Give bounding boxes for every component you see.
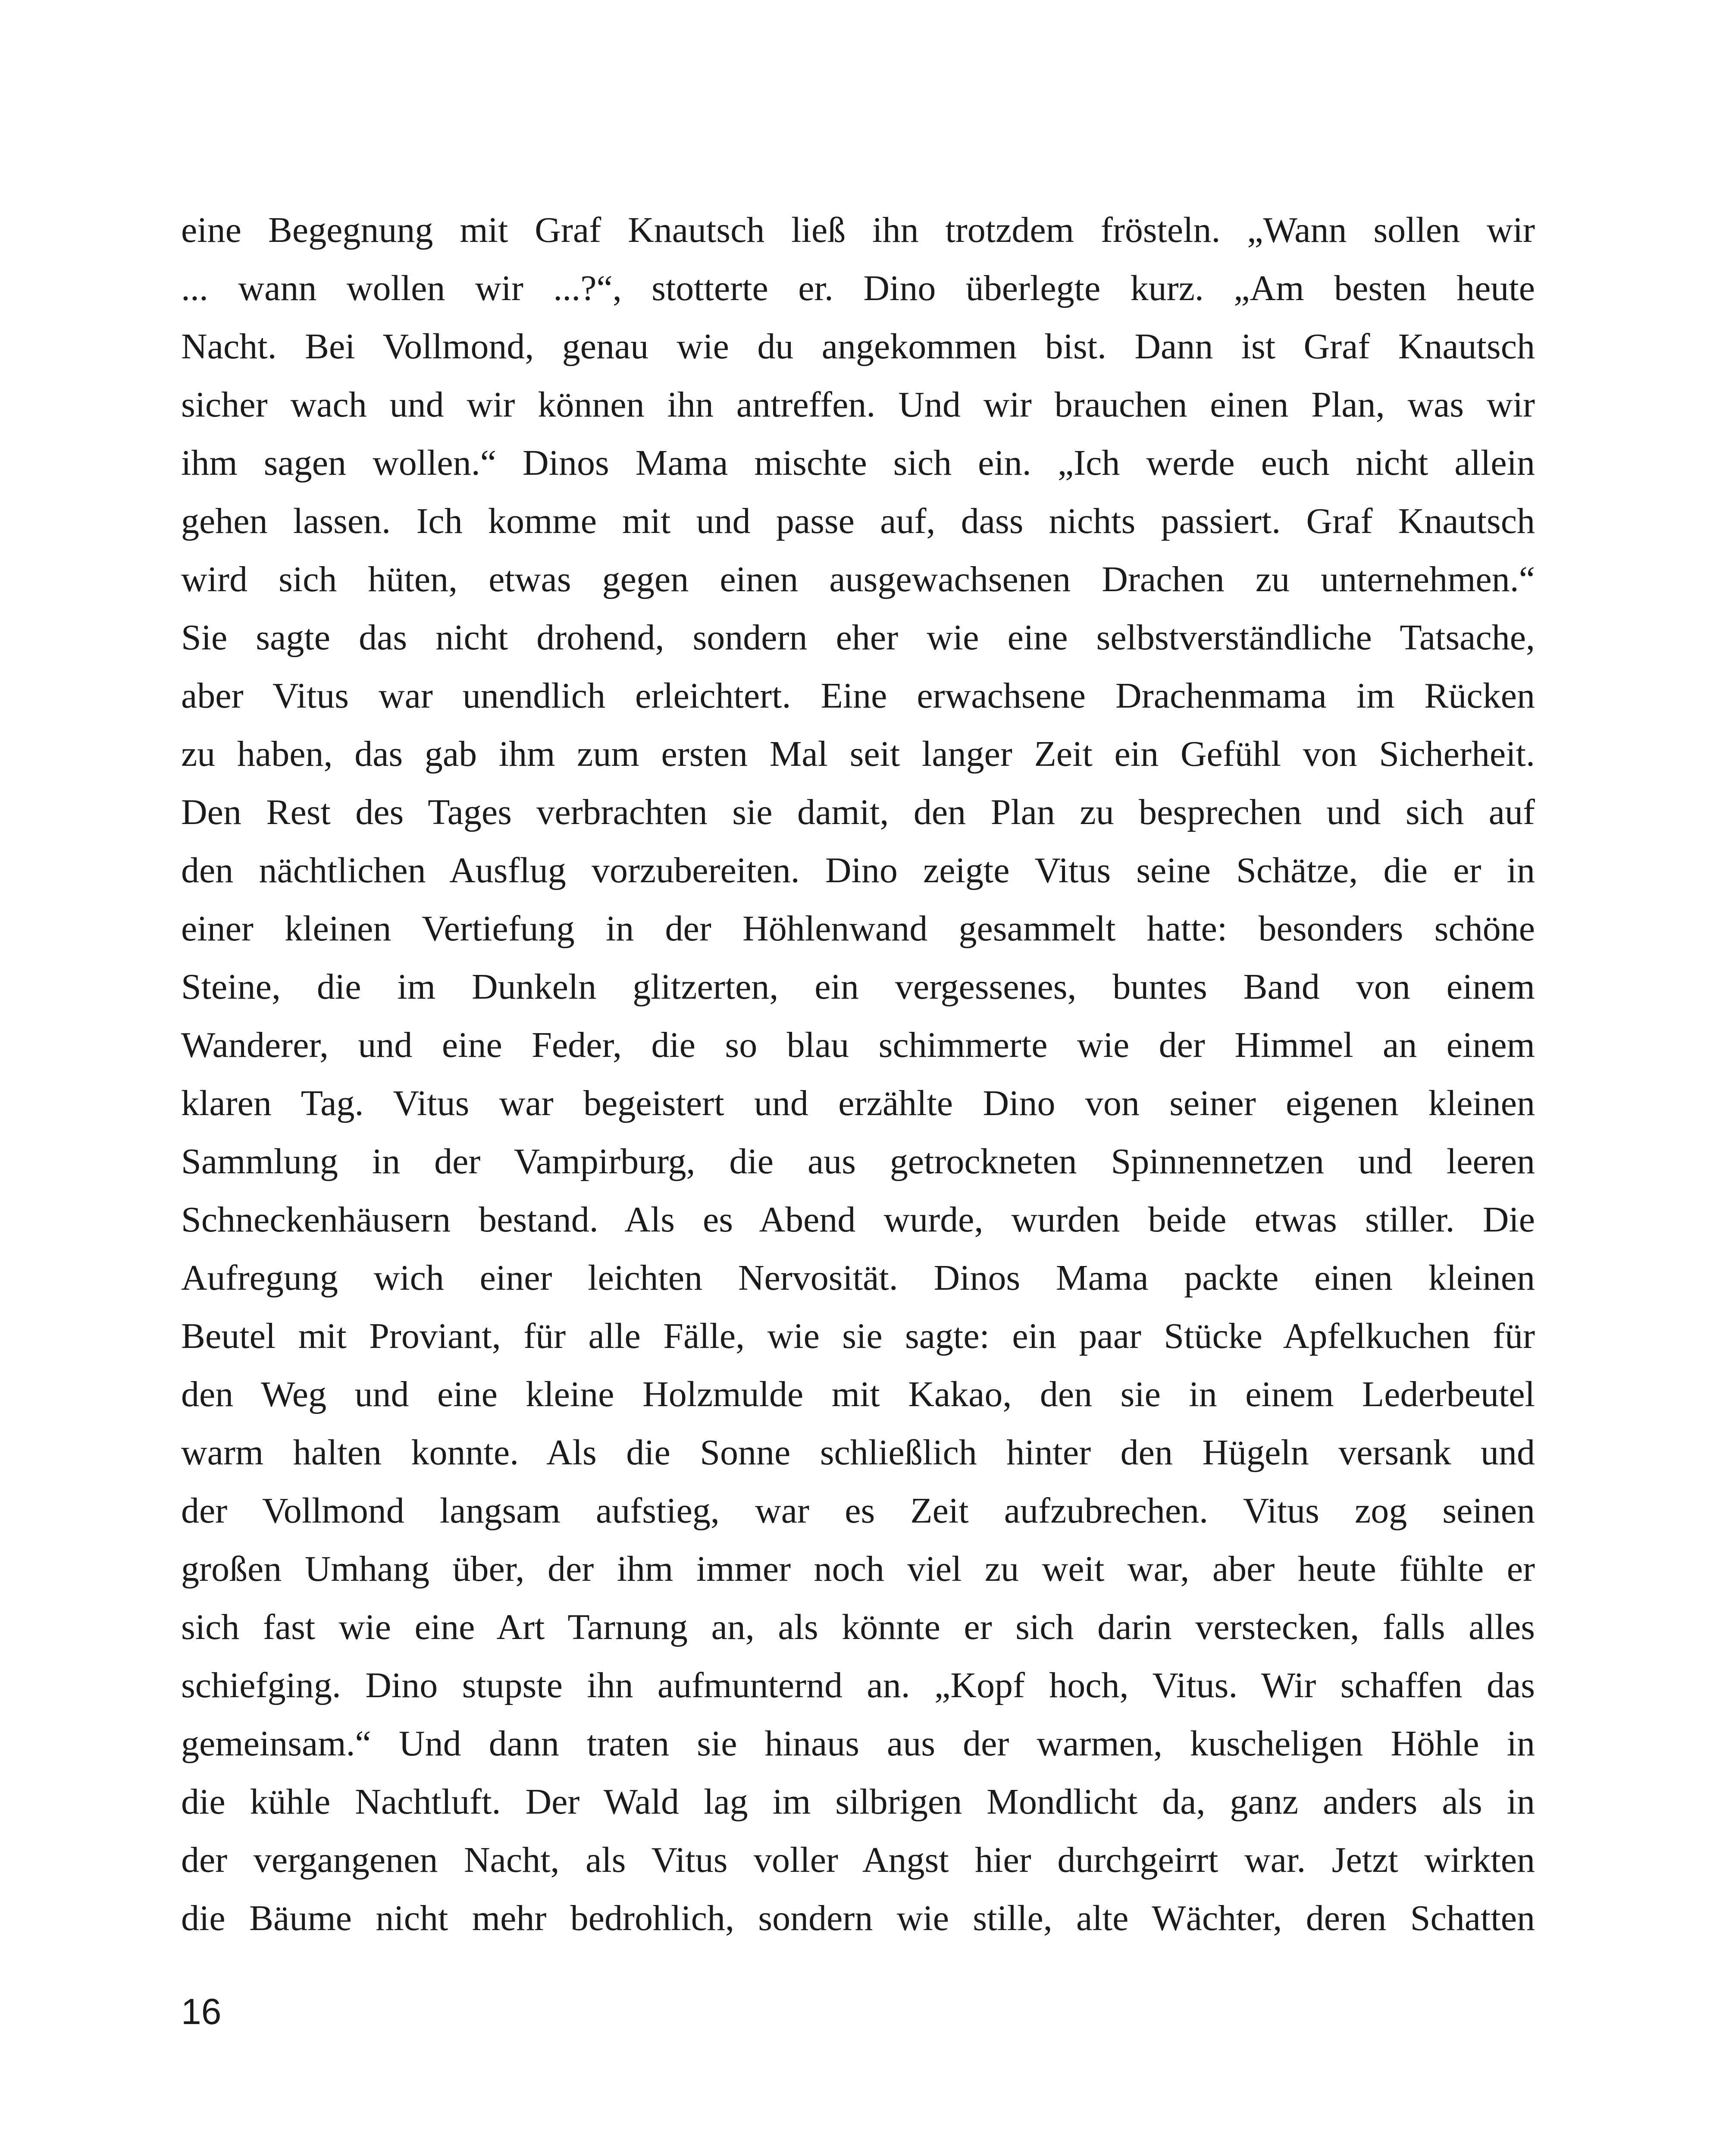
text-line: den Weg und eine kleine Holzmulde mit Kakao, den sie in einem Lederbeutel	[181, 1374, 1535, 1414]
text-line: zu haben, das gab ihm zum ersten Mal seit langer Zeit ein Gefühl von Sicherheit.	[181, 734, 1535, 774]
text-line: der Vollmond langsam aufstieg, war es Zeit aufzubrechen. Vitus zog seinen	[181, 1491, 1535, 1531]
text-line: Sie sagte das nicht drohend, sondern eher wie eine selbstverständliche Tatsache,	[181, 617, 1535, 658]
text-line: sich fast wie eine Art Tarnung an, als könnte er sich darin verstecken, falls alles	[181, 1607, 1535, 1647]
text-line: Aufregung wich einer leichten Nervosität. Dinos Mama packte einen kleinen	[181, 1258, 1535, 1298]
text-line: Den Rest des Tages verbrachten sie damit, den Plan zu besprechen und sich auf	[181, 792, 1535, 832]
text-line: die Bäume nicht mehr bedrohlich, sondern wie stille, alte Wächter, deren Schatten	[181, 1898, 1535, 1938]
text-line: die kühle Nachtluft. Der Wald lag im silbrigen Mondlicht da, ganz anders als in	[181, 1782, 1535, 1822]
body-text	[181, 201, 1535, 1947]
text-line: eine Begegnung mit Graf Knautsch ließ ihn trotzdem frösteln. „Wann sollen wir	[181, 210, 1535, 250]
text-line: sicher wach und wir können ihn antreffen. Und wir brauchen einen Plan, was wir	[181, 385, 1535, 425]
text-line: Steine, die im Dunkeln glitzerten, ein vergessenes, buntes Band von einem	[181, 967, 1535, 1007]
text-line: der vergangenen Nacht, als Vitus voller Angst hier durchgeirrt war. Jetzt wirkten	[181, 1840, 1535, 1880]
text-line: einer kleinen Vertiefung in der Höhlenwand gesammelt hatte: besonders schöne	[181, 909, 1535, 949]
text-line: großen Umhang über, der ihm immer noch viel zu weit war, aber heute fühlte er	[181, 1549, 1535, 1589]
text-line: gemeinsam.“ Und dann traten sie hinaus aus der warmen, kuscheligen Höhle in	[181, 1724, 1535, 1764]
text-line: warm halten konnte. Als die Sonne schließlich hinter den Hügeln versank und	[181, 1432, 1535, 1473]
text-line: Sammlung in der Vampirburg, die aus getrockneten Spinnennetzen und leeren	[181, 1141, 1535, 1181]
text-line: Wanderer, und eine Feder, die so blau schimmerte wie der Himmel an einem	[181, 1025, 1535, 1065]
text-line: Nacht. Bei Vollmond, genau wie du angekommen bist. Dann ist Graf Knautsch	[181, 326, 1535, 367]
text-line: gehen lassen. Ich komme mit und passe auf, dass nichts passiert. Graf Knautsch	[181, 501, 1535, 541]
text-line: ... wann wollen wir ...?“, stotterte er. Dino überlegte kurz. „Am besten heute	[181, 268, 1535, 308]
text-line: klaren Tag. Vitus war begeistert und erzählte Dino von seiner eigenen kleinen	[181, 1083, 1535, 1123]
text-line: den nächtlichen Ausflug vorzubereiten. Dino zeigte Vitus seine Schätze, die er in	[181, 850, 1535, 890]
page-number: 16	[181, 1991, 222, 2032]
text-line: ihm sagen wollen.“ Dinos Mama mischte sich ein. „Ich werde euch nicht allein	[181, 443, 1535, 483]
text-line: schiefging. Dino stupste ihn aufmunternd an. „Kopf hoch, Vitus. Wir schaffen das	[181, 1665, 1535, 1705]
text-line: Schneckenhäusern bestand. Als es Abend wurde, wurden beide etwas stiller. Die	[181, 1200, 1535, 1240]
text-line: Beutel mit Proviant, für alle Fälle, wie sie sagte: ein paar Stücke Apfelkuchen für	[181, 1316, 1535, 1356]
text-line: aber Vitus war unendlich erleichtert. Eine erwachsene Drachenmama im Rücken	[181, 676, 1535, 716]
text-line: wird sich hüten, etwas gegen einen ausgewachsenen Drachen zu unternehmen.“	[181, 559, 1535, 599]
